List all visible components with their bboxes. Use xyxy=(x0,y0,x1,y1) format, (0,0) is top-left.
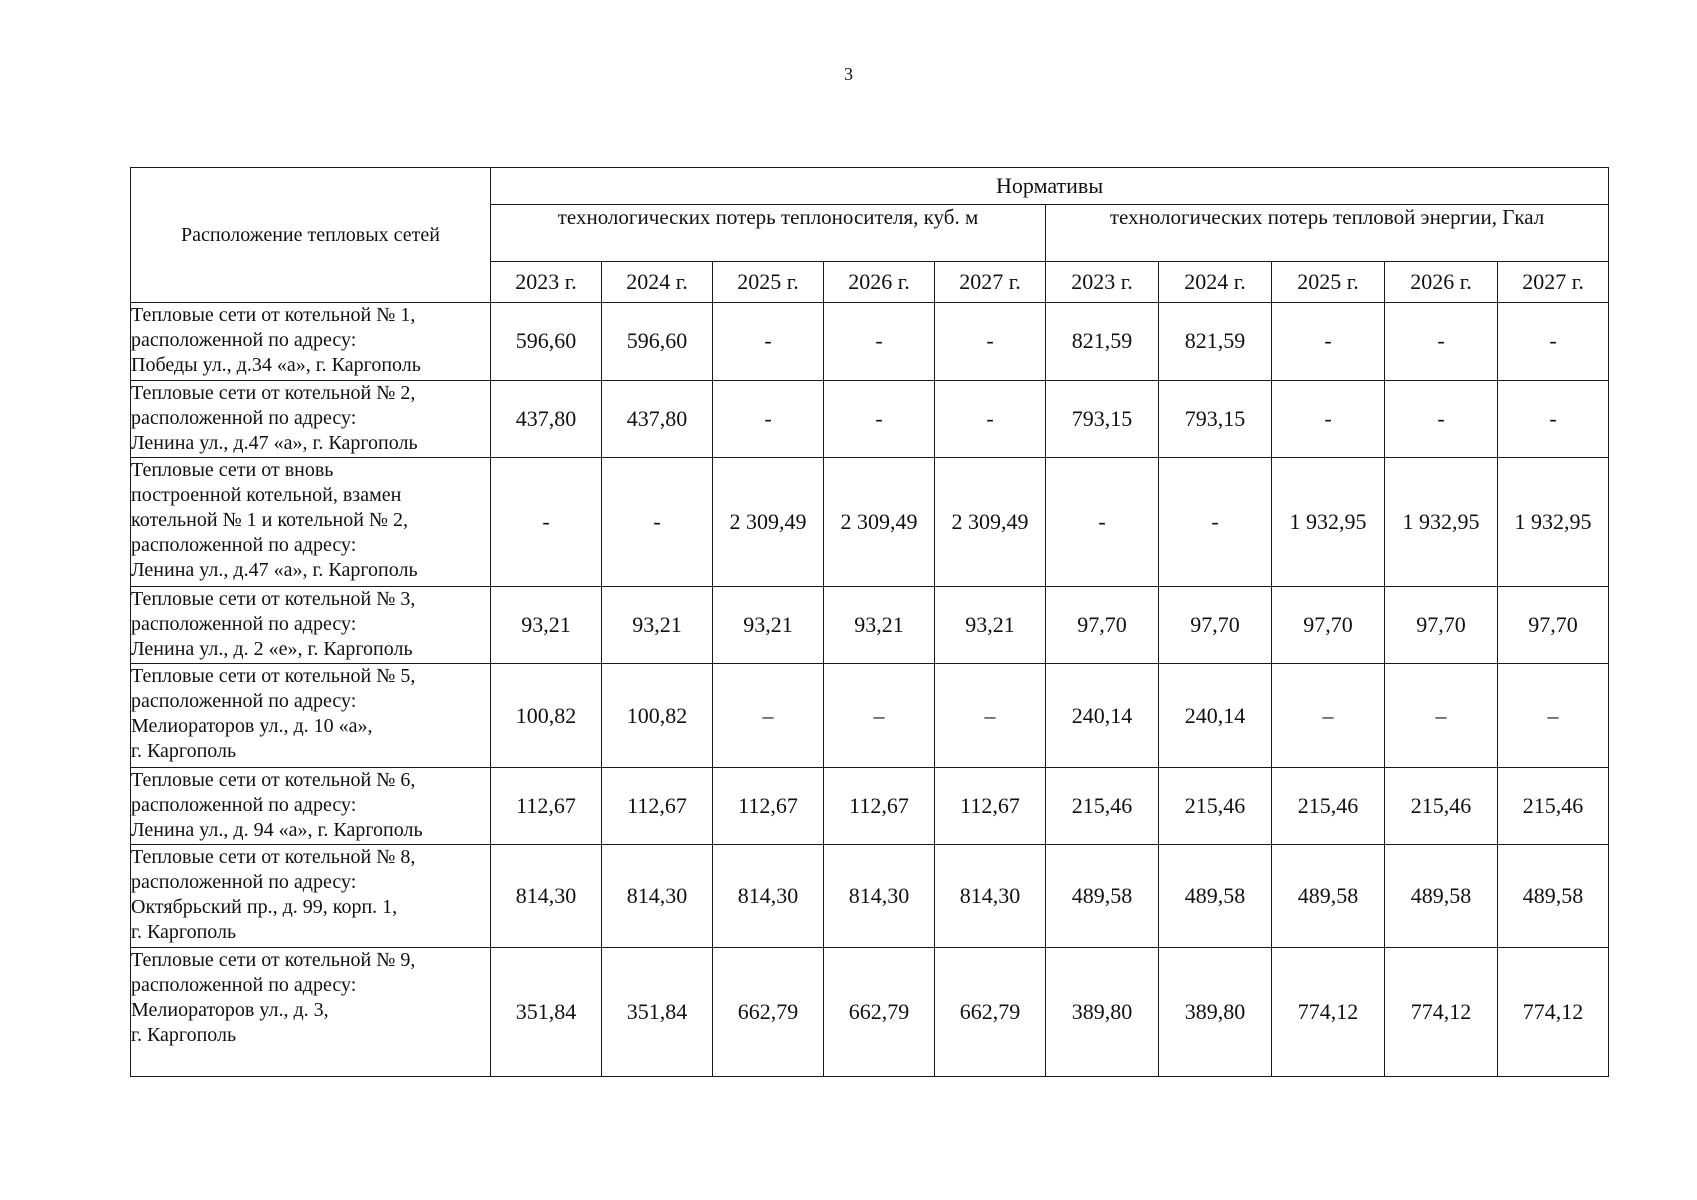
heat-value-cell: 489,58 xyxy=(1159,845,1272,948)
table-row xyxy=(131,458,1609,587)
coolant-value-cell: 814,30 xyxy=(491,845,602,948)
heat-value-cell: 215,46 xyxy=(1272,767,1385,845)
location-line: расположенной по адресу: xyxy=(131,793,357,816)
coolant-value-cell: 112,67 xyxy=(713,767,824,845)
heat-value-cell: – xyxy=(1385,664,1498,767)
location-line: расположенной по адресу: xyxy=(131,871,357,894)
coolant-value-cell: - xyxy=(824,303,935,381)
location-cell xyxy=(131,380,491,458)
location-header: Расположение тепловых сетей xyxy=(131,168,491,303)
heat-value-cell: - xyxy=(1498,303,1609,381)
coolant-value-cell: 112,67 xyxy=(824,767,935,845)
table-row xyxy=(131,664,1609,767)
heat-value-cell: 774,12 xyxy=(1272,948,1385,1077)
location-line: Тепловые сети от котельной № 1, xyxy=(131,304,416,326)
heat-energy-losses-header: технологических потерь тепловой энергии, Гкал xyxy=(1046,205,1609,262)
table-row xyxy=(131,948,1609,1077)
coolant-value-cell: - xyxy=(713,380,824,458)
heat-value-cell: - xyxy=(1272,303,1385,381)
heat-value-cell: 389,80 xyxy=(1046,948,1159,1077)
coolant-value-cell: - xyxy=(824,380,935,458)
table-row xyxy=(131,303,1609,381)
location-line: Тепловые сети от котельной № 8, xyxy=(131,846,416,869)
heat-value-cell: 240,14 xyxy=(1046,664,1159,767)
heat-value-cell: - xyxy=(1498,380,1609,458)
coolant-value-cell: 100,82 xyxy=(491,664,602,767)
location-cell xyxy=(131,767,491,845)
location-cell xyxy=(131,664,491,767)
coolant-value-cell: 93,21 xyxy=(824,586,935,664)
location-line: Ленина ул., д. 94 «а», г. Каргополь xyxy=(131,818,423,841)
location-line: построенной котельной, взамен xyxy=(131,484,402,507)
location-line: расположенной по адресу: xyxy=(131,406,357,429)
table-body xyxy=(131,303,1609,1077)
location-line: г. Каргополь xyxy=(131,1024,237,1047)
norms-header: Нормативы xyxy=(491,168,1609,205)
coolant-value-cell: 596,60 xyxy=(602,303,713,381)
coolant-value-cell: 662,79 xyxy=(824,948,935,1077)
coolant-value-cell: 596,60 xyxy=(491,303,602,381)
heat-value-cell: 215,46 xyxy=(1385,767,1498,845)
heat-value-cell: 215,46 xyxy=(1046,767,1159,845)
heat-value-cell: 821,59 xyxy=(1046,303,1159,381)
page-number: 3 xyxy=(844,64,853,84)
coolant-value-cell: 437,80 xyxy=(491,380,602,458)
heat-value-cell: - xyxy=(1385,303,1498,381)
location-cell xyxy=(131,948,491,1077)
location-line: расположенной по адресу: xyxy=(131,612,357,635)
location-line: г. Каргополь xyxy=(131,921,237,944)
table-row xyxy=(131,380,1609,458)
location-line: Тепловые сети от вновь xyxy=(131,459,334,482)
location-line: расположенной по адресу: xyxy=(131,690,357,713)
year-header: 2027 г. xyxy=(935,262,1046,303)
heat-value-cell: 389,80 xyxy=(1159,948,1272,1077)
coolant-value-cell: 2 309,49 xyxy=(935,458,1046,587)
heat-value-cell: 240,14 xyxy=(1159,664,1272,767)
coolant-value-cell: – xyxy=(935,664,1046,767)
coolant-value-cell: 351,84 xyxy=(491,948,602,1077)
heat-value-cell: – xyxy=(1272,664,1385,767)
coolant-value-cell: – xyxy=(713,664,824,767)
location-line: расположенной по адресу: xyxy=(131,974,357,997)
norms-table xyxy=(130,167,1609,1077)
coolant-value-cell: 93,21 xyxy=(602,586,713,664)
coolant-losses-header: технологических потерь теплоносителя, куб. м xyxy=(491,205,1046,262)
table-row xyxy=(131,845,1609,948)
coolant-value-cell: 93,21 xyxy=(713,586,824,664)
year-header: 2026 г. xyxy=(1385,262,1498,303)
coolant-value-cell: 437,80 xyxy=(602,380,713,458)
location-line: Тепловые сети от котельной № 3, xyxy=(131,587,416,610)
heat-value-cell: 97,70 xyxy=(1498,586,1609,664)
coolant-value-cell: 112,67 xyxy=(602,767,713,845)
location-line: Тепловые сети от котельной № 5, xyxy=(131,665,416,688)
heat-value-cell: – xyxy=(1498,664,1609,767)
heat-value-cell: - xyxy=(1272,380,1385,458)
location-line: Ленина ул., д. 2 «е», г. Каргополь xyxy=(131,637,413,660)
location-line: Мелиораторов ул., д. 3, xyxy=(131,999,329,1022)
heat-value-cell: 1 932,95 xyxy=(1498,458,1609,587)
heat-value-cell: 489,58 xyxy=(1498,845,1609,948)
location-line: расположенной по адресу: xyxy=(131,534,357,557)
heat-value-cell: 97,70 xyxy=(1272,586,1385,664)
heat-value-cell: 793,15 xyxy=(1159,380,1272,458)
coolant-value-cell: - xyxy=(935,303,1046,381)
location-cell xyxy=(131,586,491,664)
coolant-value-cell: - xyxy=(935,380,1046,458)
heat-value-cell: 1 932,95 xyxy=(1272,458,1385,587)
location-line: Ленина ул., д.47 «а», г. Каргополь xyxy=(131,431,418,454)
heat-value-cell: 793,15 xyxy=(1046,380,1159,458)
heat-value-cell: 97,70 xyxy=(1159,586,1272,664)
coolant-value-cell: 112,67 xyxy=(491,767,602,845)
coolant-value-cell: 2 309,49 xyxy=(713,458,824,587)
location-line: котельной № 1 и котельной № 2, xyxy=(131,509,408,532)
heat-value-cell: 489,58 xyxy=(1272,845,1385,948)
year-header: 2025 г. xyxy=(713,262,824,303)
location-cell xyxy=(131,303,491,381)
location-line: Тепловые сети от котельной № 6, xyxy=(131,768,416,791)
coolant-value-cell: 100,82 xyxy=(602,664,713,767)
coolant-value-cell: 814,30 xyxy=(713,845,824,948)
table-row xyxy=(131,767,1609,845)
coolant-value-cell: 814,30 xyxy=(602,845,713,948)
location-line: Октябрьский пр., д. 99, корп. 1, xyxy=(131,896,398,919)
coolant-value-cell: - xyxy=(713,303,824,381)
year-header: 2026 г. xyxy=(824,262,935,303)
coolant-value-cell: 2 309,49 xyxy=(824,458,935,587)
year-header: 2024 г. xyxy=(602,262,713,303)
heat-value-cell: - xyxy=(1046,458,1159,587)
heat-value-cell: 774,12 xyxy=(1385,948,1498,1077)
location-cell xyxy=(131,845,491,948)
coolant-value-cell: – xyxy=(824,664,935,767)
year-header: 2023 г. xyxy=(1046,262,1159,303)
table-row xyxy=(131,586,1609,664)
heat-value-cell: - xyxy=(1159,458,1272,587)
year-header: 2025 г. xyxy=(1272,262,1385,303)
heat-value-cell: 215,46 xyxy=(1498,767,1609,845)
coolant-value-cell: 93,21 xyxy=(491,586,602,664)
location-line: расположенной по адресу: xyxy=(131,329,357,351)
coolant-value-cell: - xyxy=(491,458,602,587)
heat-value-cell: 1 932,95 xyxy=(1385,458,1498,587)
coolant-value-cell: 814,30 xyxy=(935,845,1046,948)
location-line: Ленина ул., д.47 «а», г. Каргополь xyxy=(131,559,418,582)
location-cell xyxy=(131,458,491,587)
year-header: 2027 г. xyxy=(1498,262,1609,303)
coolant-value-cell: 112,67 xyxy=(935,767,1046,845)
year-header: 2023 г. xyxy=(491,262,602,303)
coolant-value-cell: 93,21 xyxy=(935,586,1046,664)
heat-value-cell: 215,46 xyxy=(1159,767,1272,845)
heat-value-cell: 489,58 xyxy=(1046,845,1159,948)
location-line: г. Каргополь xyxy=(131,740,237,763)
year-header: 2024 г. xyxy=(1159,262,1272,303)
location-line: Тепловые сети от котельной № 2, xyxy=(131,381,416,404)
coolant-value-cell: 662,79 xyxy=(935,948,1046,1077)
heat-value-cell: 97,70 xyxy=(1046,586,1159,664)
location-line: Тепловые сети от котельной № 9, xyxy=(131,949,416,972)
heat-value-cell: 774,12 xyxy=(1498,948,1609,1077)
heat-value-cell: 97,70 xyxy=(1385,586,1498,664)
heat-value-cell: - xyxy=(1385,380,1498,458)
coolant-value-cell: 814,30 xyxy=(824,845,935,948)
location-line: Победы ул., д.34 «а», г. Каргополь xyxy=(131,354,421,376)
heat-value-cell: 489,58 xyxy=(1385,845,1498,948)
coolant-value-cell: 662,79 xyxy=(713,948,824,1077)
coolant-value-cell: - xyxy=(602,458,713,587)
heat-value-cell: 821,59 xyxy=(1159,303,1272,381)
coolant-value-cell: 351,84 xyxy=(602,948,713,1077)
location-line: Мелиораторов ул., д. 10 «а», xyxy=(131,715,373,738)
